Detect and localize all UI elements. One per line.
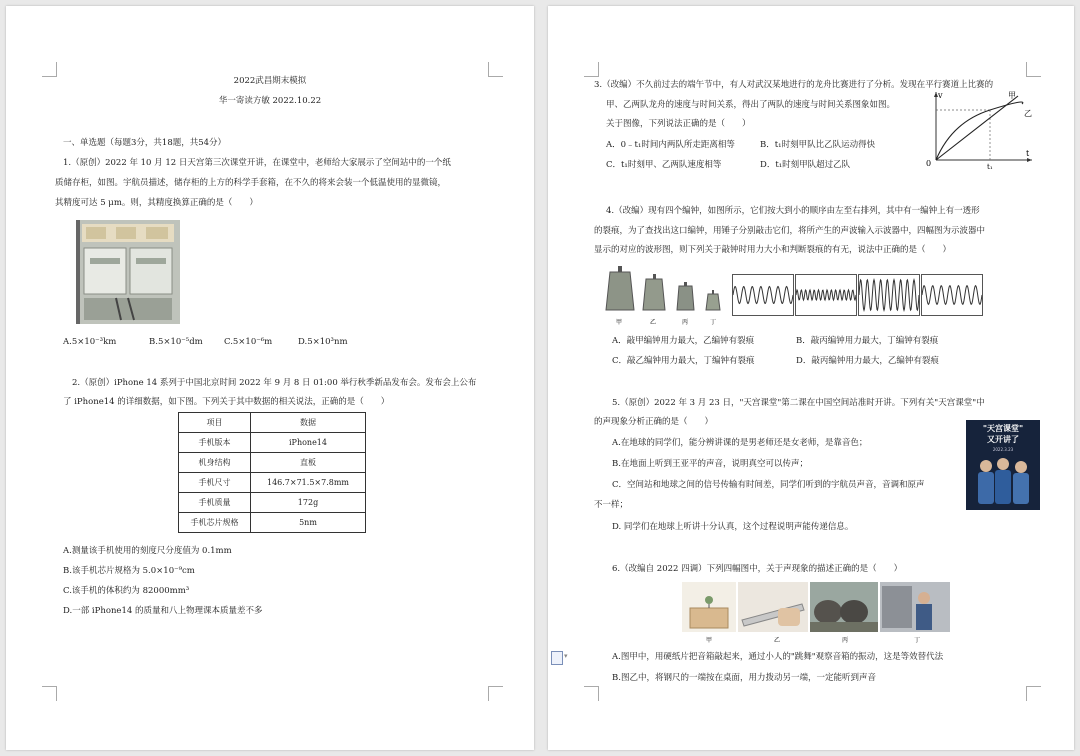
q3-option-d: D．t₁时刻甲队超过乙队: [760, 160, 851, 170]
table-cell: 手机版本: [179, 433, 251, 453]
bell-label-yi: 乙: [650, 319, 657, 326]
margin-mark-top-left: [584, 62, 599, 77]
q2-option-d: D.一部 iPhone14 的质量和八上物理课本质量差不多: [63, 606, 263, 616]
q3-line-2: 甲、乙两队龙舟的速度与时间关系，得出了两队的速度与时间关系图象如图。: [606, 100, 896, 110]
q3-option-a: A．0﹣t₁时间内两队所走距离相等: [606, 140, 735, 150]
q5-option-c-cont: 不一样；: [594, 500, 629, 510]
image-label-bing: 丙: [842, 637, 849, 644]
graph-origin-label: 0: [926, 159, 932, 168]
q5-line-2: 的声现象分析正确的是（ ）: [594, 417, 714, 427]
margin-mark-bottom-left: [42, 686, 57, 701]
q6-option-b: B.图乙中，将钢尺的一端按在桌面，用力拨动另一端，一定能听到声音: [612, 673, 876, 683]
waveform-1: [732, 274, 794, 316]
series-line-yi: [936, 102, 1023, 160]
bells-image: [604, 266, 734, 330]
q3-line-1: 3.（改编）不久前过去的端午节中，有人对武汉某地进行的龙舟比赛进行了分析。发现在平行赛道上比赛的: [594, 80, 994, 90]
margin-mark-bottom-right: [1026, 686, 1041, 701]
q2-option-b: B.该手机芯片规格为 5.0×10⁻⁹cm: [63, 566, 195, 576]
margin-mark-bottom-left: [584, 686, 599, 701]
q2-line-2: 了 iPhone14 的详细数据，如下图。下列关于其中数据的相关说法，正确的是（ ）: [63, 397, 390, 407]
table-header-row: [179, 413, 366, 433]
poster-title-2: 又开讲了: [987, 435, 1019, 444]
q4-line-1: 4.（改编）现有四个编钟，如图所示，它们按大到小的顺序由左至右排列，其中有一编钟上有一透形: [606, 206, 980, 216]
q3-option-c: C．t₁时刻甲、乙两队速度相等: [606, 160, 722, 170]
table-cell: 手机芯片规格: [179, 513, 251, 533]
table-cell: 机身结构: [179, 453, 251, 473]
bell-jia: [606, 266, 634, 310]
q5-option-d: D. 同学们在地球上听讲十分认真，这个过程说明声能传递信息。: [612, 522, 854, 532]
q6-option-a: A.图甲中，用硬纸片把音箱敲起来，通过小人的"跳舞"观察音箱的振动，这是等效替代法: [612, 652, 944, 662]
bell-yi: [643, 274, 665, 310]
table-cell: 手机质量: [179, 493, 251, 513]
q2-option-a: A.测量该手机使用的刻度尺分度值为 0.1mm: [63, 546, 232, 556]
series-label-yi: 乙: [1024, 109, 1032, 118]
table-row: [179, 473, 366, 493]
series-label-jia: 甲: [1008, 91, 1016, 100]
bell-bing: [677, 282, 694, 310]
document-page-2: [548, 6, 1074, 750]
waveform-path: [859, 280, 919, 311]
q1-option-a: A.5×10⁻³km: [63, 337, 117, 347]
margin-mark-bottom-right: [488, 686, 503, 701]
image-label-ding: 丁: [914, 637, 921, 644]
storage-cabinet-photo: [76, 220, 180, 324]
iphone-spec-table: [178, 412, 366, 533]
chevron-down-icon[interactable]: ▾: [564, 652, 568, 660]
q4-line-2: 的裂痕，为了查找出这口编钟，用锤子分别敲击它们，将所产生的声波输入示波器中，四幅图为示波器中: [594, 226, 986, 236]
image-bing: [810, 582, 878, 632]
sound-phenomena-images: [682, 582, 962, 644]
image-label-yi: 乙: [774, 637, 781, 644]
table-row: [179, 453, 366, 473]
waveform-4: [921, 274, 983, 316]
table-header-cell: 项目: [179, 413, 251, 433]
tiangong-poster: [966, 420, 1040, 510]
astronauts-image: [966, 420, 1040, 510]
table-cell: 5nm: [251, 513, 366, 533]
graph-y-label: v: [938, 91, 943, 100]
q1-line-1: 1.（原创）2022 年 10 月 12 日天宫第三次课堂开讲，在课堂中，老师给大家展示了空间站中的一个纸: [63, 158, 451, 168]
q1-line-3: 其精度可达 5 μm。则，其精度换算正确的是（ ）: [55, 198, 258, 208]
graph-x-label: t: [1026, 149, 1030, 158]
table-cell: 172g: [251, 493, 366, 513]
image-ding: [880, 582, 950, 632]
q4-option-d: D．敲丙编钟用力最大，乙编钟有裂痕: [796, 356, 939, 366]
waveform-curve: [796, 275, 856, 315]
q1-line-2: 质储存柜，如图。宇航员描述，储存柜的上方的科学手套箱，在不久的将来会装一个低温使用的显微镜，: [55, 178, 447, 188]
table-cell: 手机尺寸: [179, 473, 251, 493]
table-row: [179, 513, 366, 533]
table-row: [179, 493, 366, 513]
document-icon[interactable]: [551, 651, 563, 665]
margin-mark-top-right: [488, 62, 503, 77]
bell-label-jia: 甲: [616, 319, 623, 326]
q2-line-1: 2.（原创）iPhone 14 系列于中国北京时间 2022 年 9 月 8 日 01:00 举行秋季新品发布会。发布会上公布: [72, 378, 477, 388]
waveform-3: [858, 274, 920, 316]
waveform-curve: [733, 275, 793, 315]
q2-option-c: C.该手机的体积约为 82000mm³: [63, 586, 190, 596]
q3-line-3: 关于图像，下列说法正确的是（ ）: [606, 119, 751, 129]
waveform-path: [796, 290, 856, 300]
waveform-2: [795, 274, 857, 316]
margin-mark-top-left: [42, 62, 57, 77]
poster-date: 2022.3.23: [992, 447, 1014, 452]
document-page-1: [6, 6, 534, 750]
table-header-cell: 数据: [251, 413, 366, 433]
document-title: 2022武昌期末模拟: [233, 76, 307, 86]
document-subtitle: 华一寄读方敏 2022.10.22: [218, 96, 322, 106]
image-yi: [738, 582, 808, 632]
q4-option-a: A．敲甲编钟用力最大，乙编钟有裂痕: [612, 336, 755, 346]
image-label-jia: 甲: [706, 637, 713, 644]
q5-option-a: A.在地球的同学们，能分辨讲课的是男老师还是女老师，是靠音色；: [612, 438, 868, 448]
graph-t1-label: t₁: [987, 163, 993, 170]
waveform-curve: [922, 275, 982, 315]
storage-cabinet-image: [76, 220, 180, 324]
bell-ding: [706, 290, 720, 310]
q4-option-c: C．敲乙编钟用力最大，丁编钟有裂痕: [612, 356, 755, 366]
poster-title-1: "天宫课堂": [982, 424, 1024, 433]
q5-option-c: C．空间站和地球之间的信号传输有时间差，同学们听到的宇航员声音，音调和原声: [612, 480, 925, 490]
bell-label-bing: 丙: [682, 319, 689, 326]
waveform-path: [733, 287, 793, 304]
q4-line-3: 显示的对应的波形图，则下列关于敲钟时用力大小和判断裂痕的有无，说法中正确的是（ ）: [594, 245, 952, 255]
q3-option-b: B．t₁时刻甲队比乙队运动得快: [760, 140, 876, 150]
table-row: [179, 433, 366, 453]
waveform-path: [922, 286, 982, 305]
velocity-time-graph: [922, 88, 1042, 170]
q5-line-1: 5.（原创）2022 年 3 月 23 日，"天宫课堂"第二课在中国空间站准时开讲。下列有关"天宫课堂"中: [612, 398, 985, 408]
q1-option-c: C.5×10⁻⁶m: [224, 337, 273, 347]
image-jia: [682, 582, 736, 632]
section-heading: 一、单选题（每题3分，共18题，共54分）: [63, 138, 227, 148]
bell-label-ding: 丁: [710, 319, 717, 326]
q6-line: 6.（改编自 2022 四调）下列四幅图中，关于声现象的描述正确的是（ ）: [612, 564, 903, 574]
q4-option-b: B．敲丙编钟用力最大，丁编钟有裂痕: [796, 336, 939, 346]
q5-option-b: B.在地面上听到王亚平的声音，说明真空可以传声；: [612, 459, 808, 469]
table-cell: 直板: [251, 453, 366, 473]
q1-option-b: B.5×10⁻⁵dm: [149, 337, 203, 347]
margin-mark-top-right: [1026, 62, 1041, 77]
q1-option-d: D.5×10³nm: [298, 337, 348, 347]
table-cell: 146.7×71.5×7.8mm: [251, 473, 366, 493]
table-cell: iPhone14: [251, 433, 366, 453]
waveform-curve: [859, 275, 919, 315]
